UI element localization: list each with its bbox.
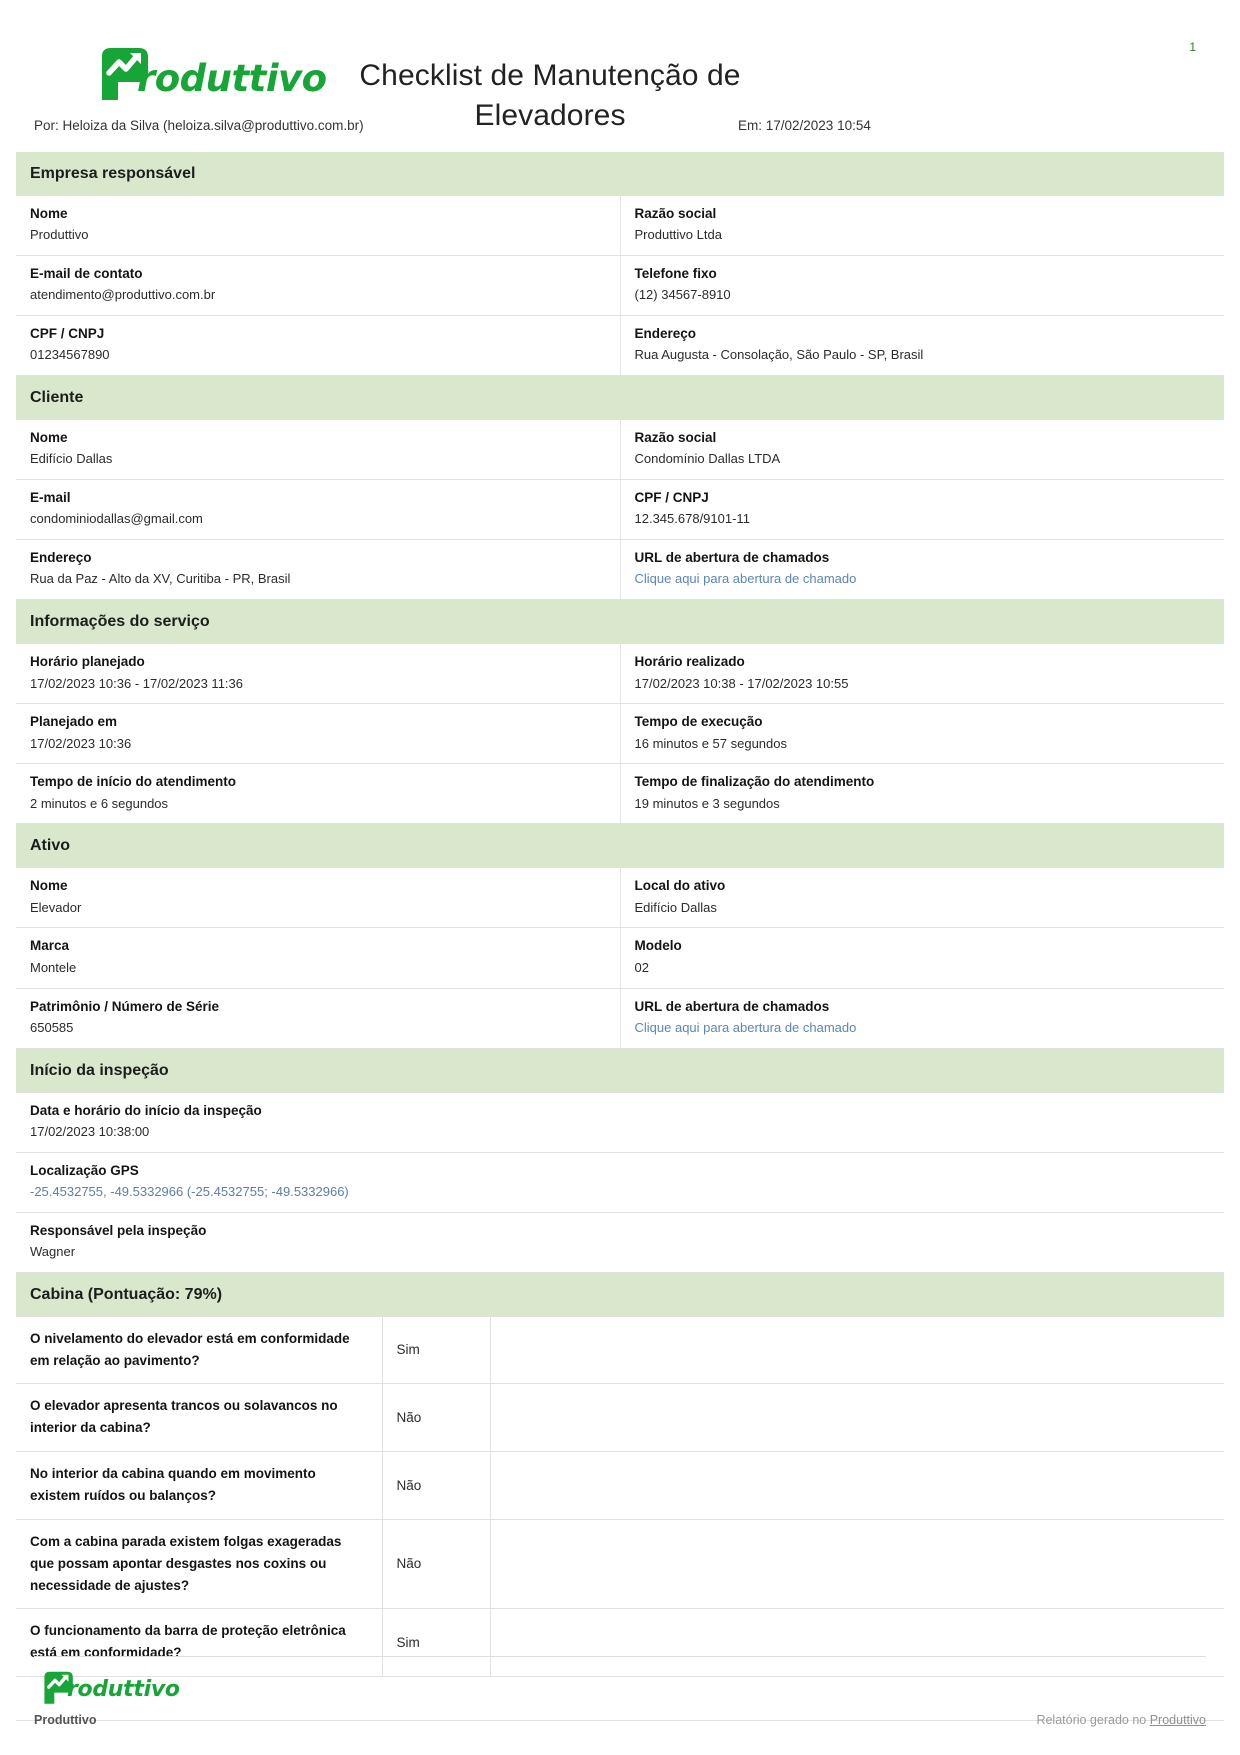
field-label: Planejado em [30,714,118,730]
table-row [16,1212,1224,1272]
page-title: Checklist de Manutenção de Elevadores [359,59,741,132]
field-label: E-mail de contato [30,266,143,282]
field-label: Horário planejado [30,654,145,670]
section-header: Ativo [16,824,1224,867]
footer-brand-logo [38,1667,1206,1705]
field-value: Produttivo Ltda [634,227,722,243]
checklist-question: O elevador apresenta trancos ou solavancos no interior da cabina? [16,1384,382,1452]
footer-bottom-bar [34,1713,1206,1733]
checklist-row [16,1316,1224,1384]
field-label: Nome [30,878,68,894]
checklist-note [490,1384,1224,1452]
checklist-note [490,1452,1224,1520]
field-label: Razão social [634,430,717,446]
field-label: Data e horário do início da inspeção [30,1102,262,1118]
field-label: URL de abertura de chamados [634,998,830,1014]
checklist-answer: Sim [382,1609,490,1677]
table-row [16,316,1224,376]
brand-logo [92,42,327,102]
table-row [16,704,1224,764]
section-fields-table [16,867,1224,1048]
field-label: Telefone fixo [634,266,717,282]
sections-container [16,152,1224,1273]
author-line: Por: Heloiza da Silva (heloiza.silva@produttivo.com.br) [34,118,364,133]
field-label: Razão social [634,206,717,221]
checklist-note [490,1519,1224,1609]
field-label: Localização GPS [30,1162,139,1178]
field-cell [620,644,1224,704]
field-value: 17/02/2023 10:36 - 17/02/2023 11:36 [30,675,244,691]
footer-brand-name: Produttivo [34,1713,97,1727]
field-label: Nome [30,206,68,221]
field-label: Responsável pela inspeção [30,1222,207,1238]
field-value: 02 [634,959,649,975]
field-cell [16,540,620,600]
footer-credit-link[interactable]: Produttivo [1149,1713,1206,1727]
page-number: 1 [1189,40,1196,54]
field-value-link[interactable]: Clique aqui para abertura de chamado [634,571,857,587]
table-row [16,540,1224,600]
document-body [0,152,1240,1721]
table-row [16,764,1224,824]
field-label: Local do ativo [634,878,726,894]
field-label: Endereço [30,550,92,566]
field-label: Endereço [634,326,697,342]
field-value: 2 minutos e 6 segundos [30,795,169,811]
table-row [16,420,1224,480]
table-row [16,644,1224,704]
field-cell [620,988,1224,1048]
table-row [16,1092,1224,1152]
field-cell [16,1212,1224,1272]
footer-divider [34,1656,1206,1657]
field-cell [620,928,1224,988]
field-cell [16,988,620,1048]
table-row [16,868,1224,928]
table-row [16,928,1224,988]
byline [0,118,1240,152]
logo-wordmark: roduttivo [137,56,327,100]
field-cell [620,480,1224,540]
footer-credit-text: Relatório gerado no [1036,1713,1150,1727]
field-value: atendimento@produttivo.com.br [30,287,216,303]
table-row [16,256,1224,316]
section-header: Cliente [16,376,1224,419]
field-value: Rua da Paz - Alto da XV, Curitiba - PR, Brasil [30,571,291,587]
field-cell [620,196,1224,256]
field-cell [16,928,620,988]
footer-logo-wordmark: roduttivo [67,1676,180,1702]
document-footer [0,1656,1240,1755]
checklist-row [16,1384,1224,1452]
checklist-answer: Não [382,1519,490,1609]
generated-date-line: Em: 17/02/2023 10:54 [738,118,871,133]
section-fields-table [16,643,1224,824]
checklist-question: No interior da cabina quando em movimento existem ruídos ou balanços? [16,1452,382,1520]
field-value: Wagner [30,1243,76,1259]
field-value-link[interactable]: Clique aqui para abertura de chamado [634,1019,857,1035]
field-cell [16,764,620,824]
section-header: Início da inspeção [16,1049,1224,1092]
checklist-note [490,1316,1224,1384]
field-label: Nome [30,430,68,446]
field-cell [620,868,1224,928]
field-cell [16,196,620,256]
field-label: CPF / CNPJ [30,326,105,342]
field-label: URL de abertura de chamados [634,550,830,566]
field-label: Modelo [634,938,682,954]
footer-credit [1036,1713,1206,1727]
field-value: Elevador [30,899,82,915]
field-value: Montele [30,959,77,975]
field-label: Tempo de início do atendimento [30,774,237,790]
field-label: Tempo de execução [634,714,763,730]
field-cell [16,480,620,540]
field-value: 17/02/2023 10:38:00 [30,1123,150,1139]
checklist-answer: Não [382,1384,490,1452]
field-value: 17/02/2023 10:36 [30,735,132,751]
section-header-cabina: Cabina (Pontuação: 79%) [16,1273,1224,1316]
section-fields-table [16,195,1224,376]
field-cell [620,316,1224,376]
field-value: Edifício Dallas [634,899,717,915]
section-header: Informações do serviço [16,600,1224,643]
field-cell [620,256,1224,316]
field-value: (12) 34567-8910 [634,287,731,303]
table-row [16,988,1224,1048]
field-cell [16,704,620,764]
field-value: condominiodallas@gmail.com [30,511,203,527]
field-label: CPF / CNPJ [634,490,709,506]
field-value: Rua Augusta - Consolação, São Paulo - SP, Brasil [634,347,924,363]
field-label: E-mail [30,490,71,506]
checklist-question: O nivelamento do elevador está em conformidade em relação ao pavimento? [16,1316,382,1384]
field-value: Condomínio Dallas LTDA [634,451,781,467]
checklist-answer: Sim [382,1316,490,1384]
field-label: Marca [30,938,70,954]
field-cell [620,420,1224,480]
field-value: 650585 [30,1019,74,1035]
checklist-row [16,1452,1224,1520]
field-cell [16,420,620,480]
field-cell [16,1152,1224,1212]
field-cell [16,256,620,316]
field-cell [16,868,620,928]
field-value: Produttivo [30,227,89,243]
field-value: 17/02/2023 10:38 - 17/02/2023 10:55 [634,675,849,691]
section-fields-table [16,1092,1224,1273]
field-cell [16,316,620,376]
checklist-question: Com a cabina parada existem folgas exageradas que possam apontar desgastes nos coxins ou necessidade de ajustes? [16,1519,382,1609]
section-header: Empresa responsável [16,152,1224,195]
field-value: 12.345.678/9101-11 [634,511,750,527]
field-cell [16,644,620,704]
field-label: Tempo de finalização do atendimento [634,774,875,790]
field-value: 19 minutos e 3 segundos [634,795,780,811]
field-value: 16 minutos e 57 segundos [634,735,787,751]
checklist-question: O funcionamento da barra de proteção eletrônica está em conformidade? [16,1609,382,1677]
field-cell [620,764,1224,824]
field-cell [16,1092,1224,1152]
table-row [16,480,1224,540]
field-label: Patrimônio / Número de Série [30,998,220,1014]
table-row [16,1152,1224,1212]
field-value: -25.4532755, -49.5332966 (-25.4532755; -49.5332966) [30,1183,349,1199]
field-cell [620,704,1224,764]
field-cell [620,540,1224,600]
section-fields-table [16,419,1224,600]
field-value: 01234567890 [30,347,110,363]
field-value: Edifício Dallas [30,451,113,467]
table-row [16,196,1224,256]
checklist-row [16,1519,1224,1609]
checklist-answer: Não [382,1452,490,1520]
field-label: Horário realizado [634,654,745,670]
